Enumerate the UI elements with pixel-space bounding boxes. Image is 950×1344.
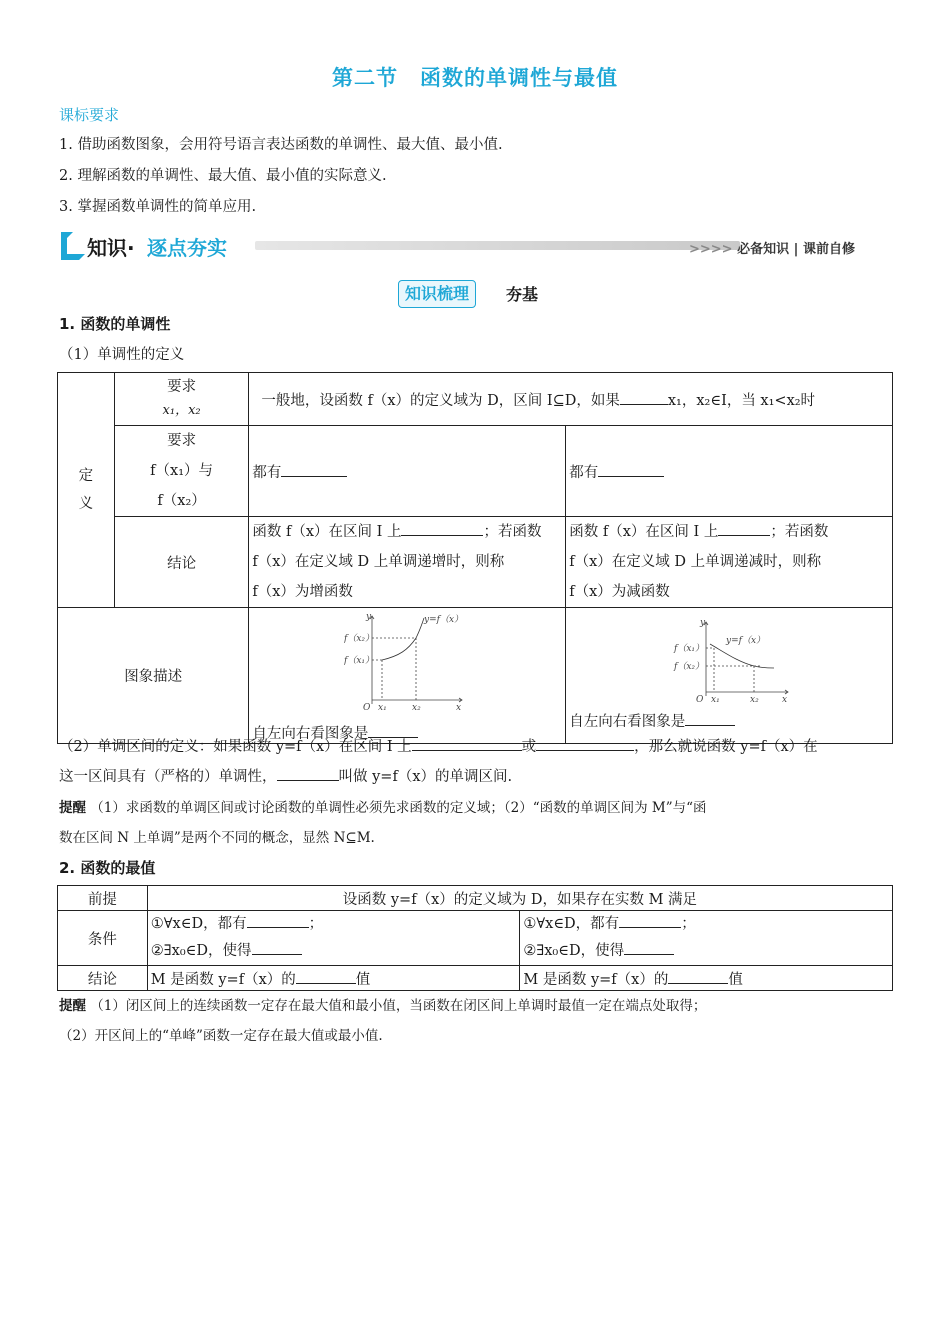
row3-left-blank[interactable] xyxy=(401,521,483,536)
row1-text-a: 一般地，设函数 f（x）的定义域为 D，区间 I⊆D，如果 xyxy=(261,392,620,409)
monotonicity-table xyxy=(57,372,893,744)
row1-head-b: x₁，x₂ xyxy=(162,403,201,418)
banner-label: 知识· xyxy=(87,236,135,260)
tip2-label: 提醒 xyxy=(59,998,86,1014)
curriculum-item-2: 2. 理解函数的单调性、最大值、最小值的实际意义. xyxy=(59,168,387,184)
banner-right xyxy=(689,238,855,257)
sub2-d: 叫做 y=f（x）的单调区间. xyxy=(338,769,513,785)
cond-l1-blank[interactable] xyxy=(247,913,309,928)
row1-blank[interactable] xyxy=(620,390,668,405)
row3-right-c: f（x）在定义域 D 上单调递减时，则称 xyxy=(569,554,822,570)
graph-right-fx1: f（x₁） xyxy=(674,644,705,654)
curriculum-item-3: 3. 掌握函数单调性的简单应用. xyxy=(59,199,257,215)
banner-arrows: >>>> xyxy=(689,242,733,257)
row2-left-blank[interactable] xyxy=(281,462,347,477)
concl-l-end: 值 xyxy=(355,971,371,988)
graph-left-fx2: f（x₂） xyxy=(344,634,375,644)
curriculum-item-1: 1. 借助函数图象，会用符号语言表达函数的单调性、最大值、最小值. xyxy=(59,137,503,153)
tip1-label: 提醒 xyxy=(59,800,86,816)
row4-right-blank[interactable] xyxy=(685,711,735,726)
page-title: 第二节 函数的单调性与最值 xyxy=(332,66,618,90)
tip1-line1 xyxy=(59,796,707,816)
banner-sep: | xyxy=(793,242,799,257)
section1-sub1: （1）单调性的定义 xyxy=(59,347,185,363)
cond-head: 条件 xyxy=(58,911,148,966)
tip2-a: （1）闭区间上的连续函数一定存在最大值和最小值，当函数在闭区间上单调时最值一定在端点处取得； xyxy=(90,998,707,1014)
sub2-line2 xyxy=(59,765,512,786)
sub2-c: 这一区间具有（严格的）单调性， xyxy=(59,769,277,785)
extremum-table xyxy=(57,885,893,991)
banner-bracket-icon xyxy=(59,230,89,262)
tip1-b: 数在区间 N 上单调”是两个不同的概念，显然 N⊆M. xyxy=(59,830,375,846)
row4-right: 自左向右看图象是 xyxy=(569,714,686,730)
graph-left-x1: x₁ xyxy=(378,703,388,712)
sub2-a: （2）单调区间的定义：如果函数 y=f（x）在区间 I 上 xyxy=(59,739,412,755)
row3-right-blank[interactable] xyxy=(718,521,770,536)
row3-right-a: 函数 f（x）在区间 I 上 xyxy=(569,524,719,540)
sub2-blank2[interactable] xyxy=(536,736,634,751)
def-label: 定 义 xyxy=(58,373,115,608)
row4-head: 图象描述 xyxy=(58,608,249,744)
row3-head: 结论 xyxy=(114,517,249,608)
row2-head-c: f（x₂） xyxy=(157,493,206,509)
row2-right: 都有 xyxy=(569,464,599,481)
cond-l2-blank[interactable] xyxy=(252,940,302,955)
cond-r1-end: ； xyxy=(681,916,696,932)
sub2-line1 xyxy=(59,735,818,756)
banner-bar xyxy=(255,241,740,250)
concl-r-blank[interactable] xyxy=(668,969,728,984)
sub2-blank1[interactable] xyxy=(412,736,522,751)
graph-right-curve: y=f（x） xyxy=(726,636,766,646)
graph-right-o: O xyxy=(696,695,704,705)
row3-left-b: ；若函数 xyxy=(483,524,542,540)
graph-right-x2: x₂ xyxy=(750,695,759,705)
cond-r1-blank[interactable] xyxy=(619,913,681,928)
row1-head-a: 要求 xyxy=(167,379,197,395)
tip2-b: （2）开区间上的“单峰”函数一定存在最大值或最小值. xyxy=(59,1028,383,1044)
concl-head: 结论 xyxy=(58,966,148,991)
graph-left-x2: x₂ xyxy=(412,703,422,712)
graph-right-x1: x₁ xyxy=(711,695,720,705)
row2-right-blank[interactable] xyxy=(598,462,664,477)
cond-l1: ①∀x∈D，都有 xyxy=(150,916,247,932)
cond-r1: ①∀x∈D，都有 xyxy=(523,916,620,932)
cond-r2: ②∃x₀∈D，使得 xyxy=(523,943,625,959)
row2-head-a: 要求 xyxy=(167,433,197,449)
concl-r: M 是函数 y=f（x）的 xyxy=(523,971,669,988)
row3-left-a: 函数 f（x）在区间 I 上 xyxy=(252,524,402,540)
graph-left-o: O xyxy=(363,703,371,712)
row3-left-c: f（x）在定义域 D 上单调递增时，则称 xyxy=(252,554,505,570)
graph-left-y: y xyxy=(366,612,372,622)
knowledge-tag: 知识梳理 xyxy=(398,280,476,308)
premise-head: 前提 xyxy=(58,886,148,911)
section-banner xyxy=(59,230,893,262)
sub2-blank3[interactable] xyxy=(277,766,339,781)
row4-left: 自左向右看图象是 xyxy=(252,726,369,742)
tip1-a: （1）求函数的单调区间或讨论函数的单调性必须先求函数的定义域；（2）“函数的单调区间为 M”与“函 xyxy=(90,800,707,816)
tip2-line1 xyxy=(59,994,706,1014)
knowledge-tag-after: 夯基 xyxy=(506,285,539,304)
graph-left-curve: y=f（x） xyxy=(424,615,464,625)
premise: 设函数 y=f（x）的定义域为 D，如果存在实数 M 满足 xyxy=(147,886,892,911)
concl-l: M 是函数 y=f（x）的 xyxy=(150,971,296,988)
graph-right-fx2: f（x₂） xyxy=(674,662,705,672)
banner-label-blue: 逐点夯实 xyxy=(147,236,227,260)
cond-l1-end: ； xyxy=(308,916,324,932)
graph-right-x: x xyxy=(782,695,788,705)
increasing-graph xyxy=(344,612,494,712)
sub2-b: ，那么就说函数 y=f（x）在 xyxy=(634,739,818,755)
section2-heading: 2. 函数的最值 xyxy=(59,859,156,877)
sub2-or: 或 xyxy=(521,739,537,755)
row3-right-d: f（x）为减函数 xyxy=(569,584,670,600)
concl-r-end: 值 xyxy=(728,971,743,988)
curriculum-heading: 课标要求 xyxy=(59,106,120,124)
section1-heading: 1. 函数的单调性 xyxy=(59,315,171,333)
graph-left-x: x xyxy=(456,703,462,712)
graph-left-fx1: f（x₁） xyxy=(344,656,375,666)
cond-r2-blank[interactable] xyxy=(624,940,674,955)
decreasing-graph xyxy=(666,618,816,718)
cond-l2: ②∃x₀∈D，使得 xyxy=(150,943,252,959)
row3-right-b: ；若函数 xyxy=(770,524,829,540)
banner-right-a: 必备知识 xyxy=(737,242,790,257)
row3-left-d: f（x）为增函数 xyxy=(252,584,353,600)
row2-left: 都有 xyxy=(252,464,282,481)
banner-right-b: 课前自修 xyxy=(802,242,855,257)
graph-right-y: y xyxy=(700,618,706,628)
row1-text-b: x₁，x₂∈I，当 x₁<x₂时 xyxy=(667,392,816,409)
concl-l-blank[interactable] xyxy=(296,969,356,984)
row2-head-b: f（x₁）与 xyxy=(150,463,214,479)
